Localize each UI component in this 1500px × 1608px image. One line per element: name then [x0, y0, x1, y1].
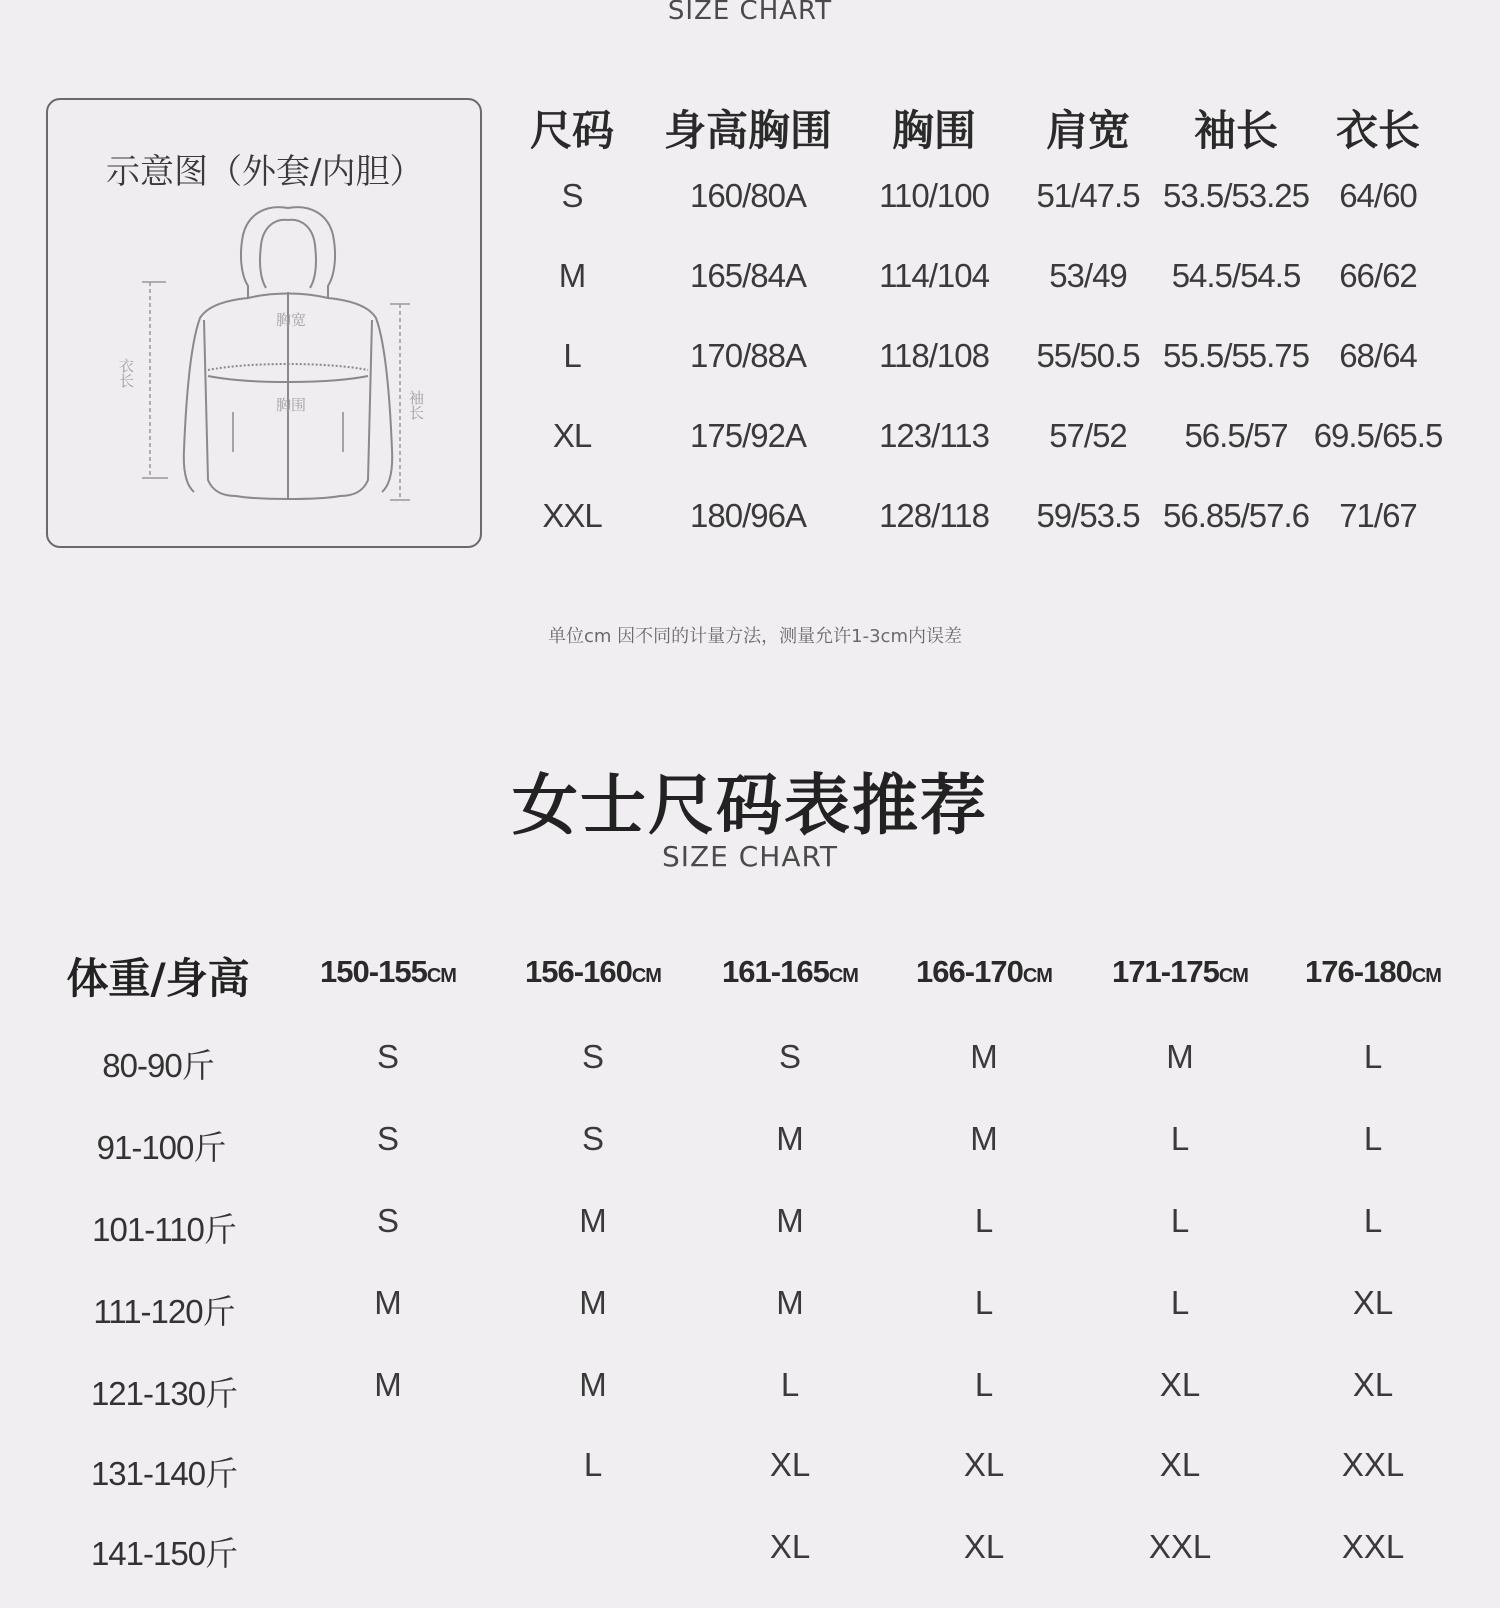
- size-cell: 114/104: [879, 257, 989, 294]
- size-cell: 123/113: [879, 417, 989, 454]
- recommend-title: 女士尺码表推荐: [512, 767, 988, 844]
- label-length: 衣长: [117, 358, 135, 388]
- size-header-chest: 胸围: [891, 106, 977, 155]
- top-size-chart-caption: SIZE CHART: [667, 0, 833, 26]
- size-recommendation: S: [778, 1038, 802, 1075]
- size-cell: 69.5/65.5: [1313, 417, 1443, 454]
- size-recommendation: XL: [769, 1446, 811, 1483]
- size-cell: 110/100: [879, 177, 989, 214]
- recommend-subtitle: SIZE CHART: [661, 840, 839, 873]
- size-cell: 128/118: [879, 497, 989, 534]
- row-label-weight: 80-90斤: [102, 1047, 214, 1084]
- size-cell: M: [558, 257, 586, 294]
- column-header: 161-165CM: [722, 954, 858, 989]
- jacket-diagram-panel: [46, 98, 482, 548]
- column-header: 150-155CM: [320, 954, 456, 989]
- size-recommendation: M: [776, 1202, 804, 1239]
- size-recommendation: XL: [963, 1528, 1005, 1565]
- size-recommendation: M: [970, 1038, 998, 1075]
- row-label-weight: 91-100斤: [96, 1129, 226, 1166]
- size-recommendation: XL: [1159, 1446, 1201, 1483]
- size-recommendation: M: [374, 1284, 402, 1321]
- size-recommendation: M: [970, 1120, 998, 1157]
- size-cell: 53.5/53.25: [1163, 177, 1309, 214]
- size-recommendation: S: [581, 1038, 605, 1075]
- column-header: 166-170CM: [916, 954, 1052, 989]
- size-recommendation: M: [776, 1284, 804, 1321]
- size-recommendation: XL: [1352, 1366, 1394, 1403]
- row-label-weight: 101-110斤: [92, 1211, 236, 1248]
- label-sleeve: 袖长: [407, 390, 425, 420]
- corner-weight-height: 体重/身高: [66, 954, 250, 1003]
- size-cell: 56.85/57.6: [1163, 497, 1309, 534]
- size-cell: 68/64: [1339, 337, 1417, 374]
- size-cell: 55/50.5: [1036, 337, 1140, 374]
- size-recommendation: XL: [1159, 1366, 1201, 1403]
- size-cell: 55.5/55.75: [1163, 337, 1309, 374]
- size-cell: S: [561, 177, 583, 214]
- size-header-shoulder: 肩宽: [1045, 106, 1131, 155]
- size-recommendation: M: [579, 1284, 607, 1321]
- column-header: 171-175CM: [1112, 954, 1248, 989]
- size-recommendation: L: [974, 1284, 994, 1321]
- label-chest: 胸围: [276, 396, 307, 414]
- size-header-length: 衣长: [1335, 106, 1421, 155]
- size-recommendation: M: [1166, 1038, 1194, 1075]
- size-cell: XL: [552, 417, 592, 454]
- diagram-title: 示意图（外套/内胆）: [106, 152, 424, 192]
- size-cell: 56.5/57: [1184, 417, 1288, 454]
- size-cell: 180/96A: [690, 497, 806, 534]
- size-cell: 53/49: [1049, 257, 1127, 294]
- size-cell: 54.5/54.5: [1171, 257, 1301, 294]
- size-cell: 71/67: [1339, 497, 1417, 534]
- size-cell: XXL: [542, 497, 602, 534]
- size-recommendation: L: [1170, 1284, 1190, 1321]
- column-header: 156-160CM: [525, 954, 661, 989]
- row-label-weight: 131-140斤: [90, 1455, 238, 1492]
- size-recommendation: L: [1363, 1120, 1383, 1157]
- size-recommendation: XL: [1352, 1284, 1394, 1321]
- size-cell: 64/60: [1339, 177, 1417, 214]
- size-recommendation: L: [1170, 1202, 1190, 1239]
- size-recommendation: M: [579, 1202, 607, 1239]
- size-header-sleeve: 袖长: [1193, 106, 1279, 155]
- size-recommendation: S: [376, 1120, 400, 1157]
- size-recommendation: XL: [769, 1528, 811, 1565]
- size-header-size: 尺码: [529, 106, 615, 155]
- size-recommendation: L: [974, 1202, 994, 1239]
- size-recommendation: M: [374, 1366, 402, 1403]
- row-label-weight: 141-150斤: [90, 1535, 238, 1572]
- size-cell: 66/62: [1339, 257, 1417, 294]
- jacket-outline-illustration: [108, 200, 428, 530]
- size-recommendation: S: [376, 1038, 400, 1075]
- size-cell: 160/80A: [690, 177, 806, 214]
- size-recommendation: L: [583, 1446, 603, 1483]
- size-recommendation: L: [1363, 1202, 1383, 1239]
- size-cell: 165/84A: [690, 257, 806, 294]
- size-cell: L: [563, 337, 581, 374]
- size-recommendation: S: [376, 1202, 400, 1239]
- row-label-weight: 121-130斤: [90, 1375, 238, 1412]
- size-cell: 170/88A: [690, 337, 806, 374]
- size-cell: 51/47.5: [1036, 177, 1140, 214]
- size-recommendation: L: [974, 1366, 994, 1403]
- size-recommendation: M: [579, 1366, 607, 1403]
- size-recommendation: XXL: [1341, 1446, 1405, 1483]
- size-recommendation: XXL: [1341, 1528, 1405, 1565]
- size-recommendation: XXL: [1148, 1528, 1212, 1565]
- size-recommendation: L: [1363, 1038, 1383, 1075]
- size-recommendation: M: [776, 1120, 804, 1157]
- size-recommendation: S: [581, 1120, 605, 1157]
- size-cell: 118/108: [879, 337, 989, 374]
- size-recommendation: L: [1170, 1120, 1190, 1157]
- row-label-weight: 111-120斤: [93, 1293, 235, 1330]
- size-header-height-chest: 身高胸围: [663, 106, 833, 155]
- label-chest-width: 胸宽: [276, 311, 307, 329]
- column-header: 176-180CM: [1305, 954, 1441, 989]
- size-cell: 57/52: [1049, 417, 1127, 454]
- size-cell: 59/53.5: [1036, 497, 1140, 534]
- size-cell: 175/92A: [690, 417, 806, 454]
- measurement-note: 单位cm 因不同的计量方法，测量允许1-3cm内误差: [548, 626, 962, 647]
- size-recommendation: L: [780, 1366, 800, 1403]
- size-recommendation: XL: [963, 1446, 1005, 1483]
